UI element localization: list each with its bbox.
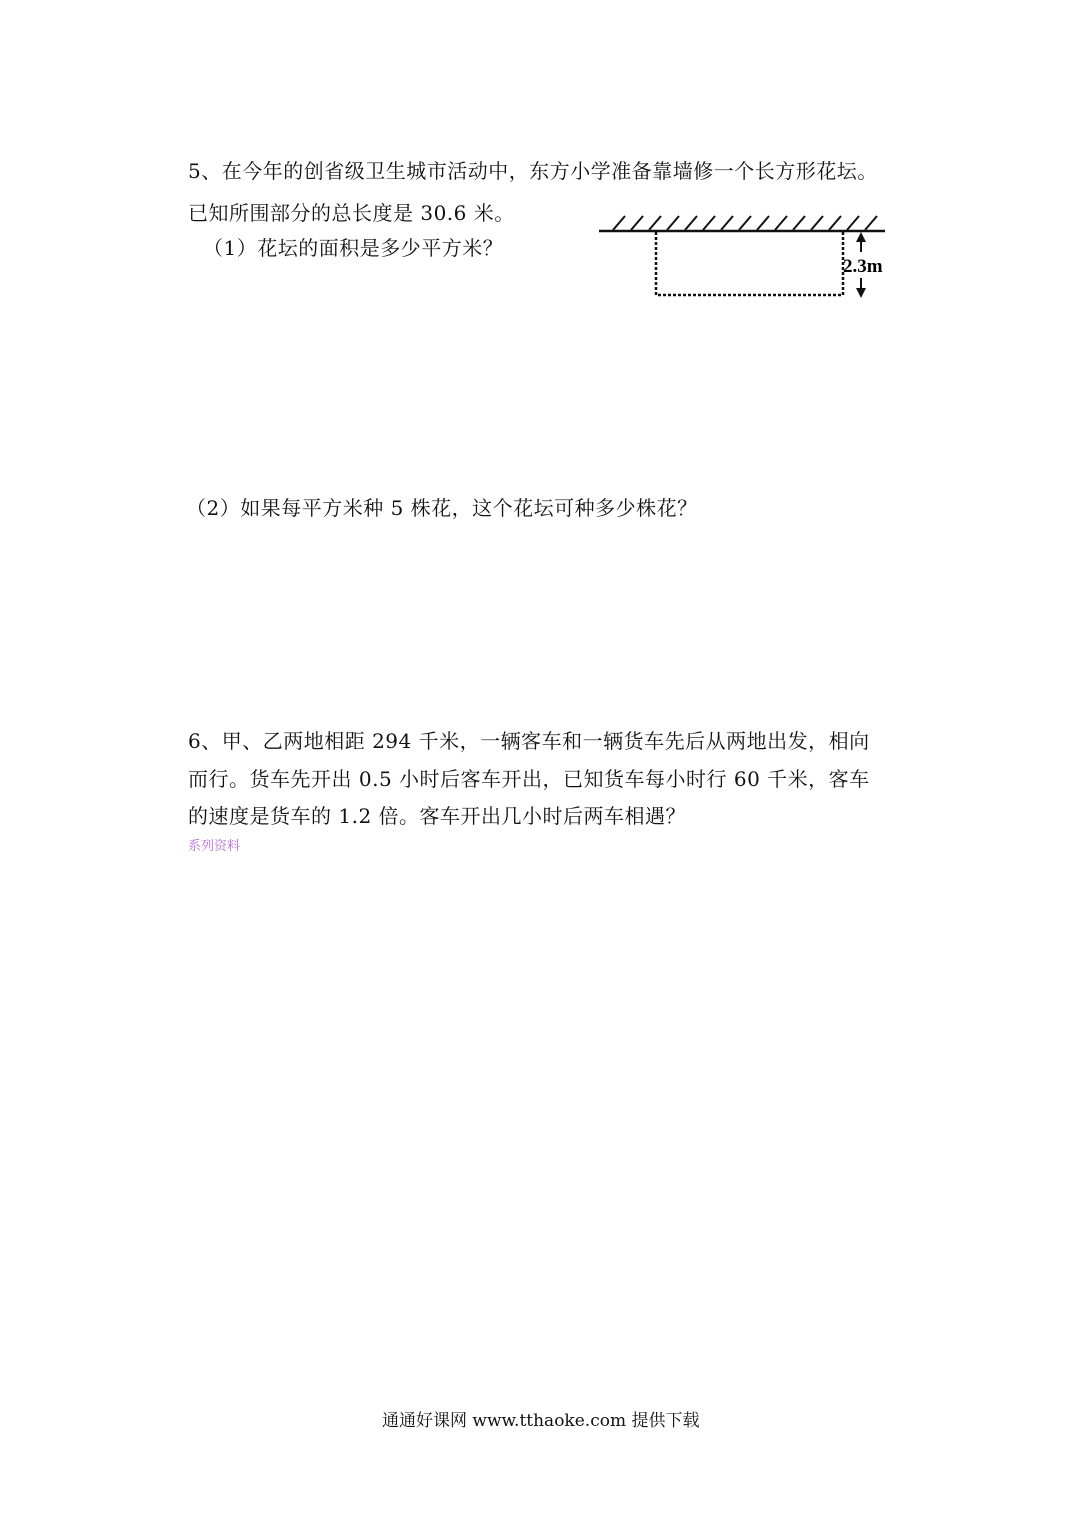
- problem5-line2: 已知所围部分的总长度是 30.6 米。: [188, 201, 515, 225]
- arrow-down-icon: [856, 288, 866, 298]
- arrow-up-icon: [856, 232, 866, 242]
- height-label: 2.3m: [843, 256, 883, 277]
- problem5-question1: （1）花坛的面积是多少平方米？: [203, 236, 504, 260]
- problem6-line2: 而行。货车先开出 0.5 小时后客车开出，已知货车每小时行 60 千米，客车: [188, 767, 870, 791]
- flowerbed-outline: [656, 232, 843, 295]
- problem6-line3: 的速度是货车的 1.2 倍。客车开出几小时后两车相遇？: [188, 804, 687, 828]
- problem5-line1: 5、在今年的创省级卫生城市活动中，东方小学准备靠墙修一个长方形花坛。: [188, 159, 878, 183]
- wall-hatching: [613, 216, 877, 230]
- problem5-question2: （2）如果每平方米种 5 株花，这个花坛可种多少株花？: [186, 496, 698, 520]
- footer-credit: 通通好课网 www.tthaoke.com 提供下载: [382, 1411, 700, 1431]
- problem6-line1: 6、甲、乙两地相距 294 千米，一辆客车和一辆货车先后从两地出发，相向: [188, 729, 870, 753]
- flowerbed-diagram: [595, 206, 895, 306]
- series-link[interactable]: 系列资料: [188, 839, 241, 854]
